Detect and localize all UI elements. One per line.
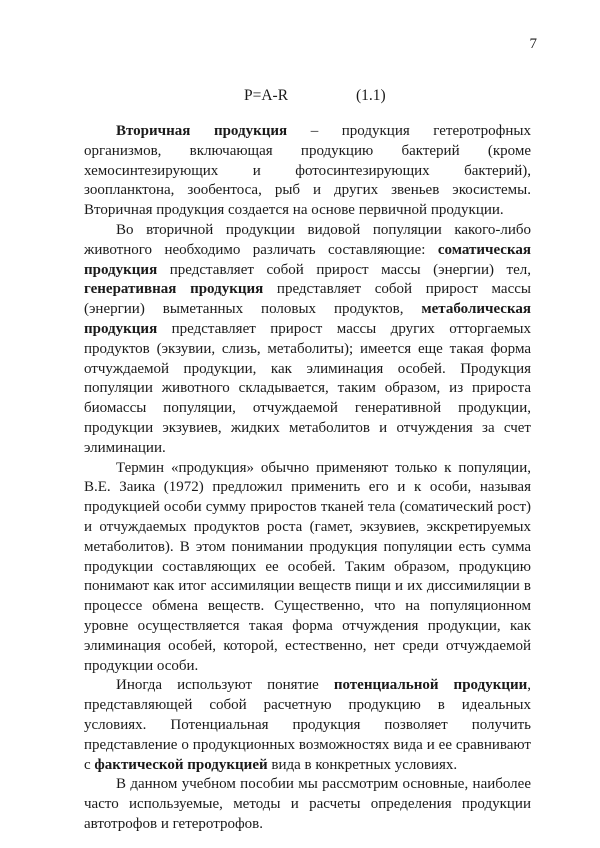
- body-text: [84, 122, 531, 835]
- paragraph-manual-scope: [84, 775, 531, 834]
- paragraph-text: – продукция гетеротрофных организмов, включающая продукцию бактерий (кроме хемосинтезирующих и фотосинтезирующих бактерий), зоопланктона, зообентоса, рыб и других звеньев экосистемы. Вторичная продукция создается на основе первичной продукции.: [84, 123, 531, 219]
- paragraph-text: В данном учебном пособии мы рассмотрим основные, наиболее часто используемые, методы и расчеты определения продукции автотрофов и гетеротрофов.: [84, 776, 531, 832]
- paragraph-potential-production: [84, 676, 531, 775]
- term-potential-production: потенциальной продукции: [333, 677, 528, 694]
- formula: [0, 86, 600, 106]
- formula-expression: P=A-R: [244, 87, 289, 104]
- term-metabolic-production: метаболическая продукция: [84, 301, 531, 337]
- term-actual-production: фактической продукцией: [94, 756, 268, 773]
- paragraph-text: Во вторичной продукции видовой популяции какого-либо животного необходимо различать составляющие:: [84, 221, 531, 258]
- paragraph-text: представляет собой прирост массы (энергии) тел,: [157, 261, 531, 278]
- paragraph-text: представляет собой прирост массы (энергии) выметанных половых продуктов,: [84, 281, 531, 318]
- paragraph-text: вида в конкретных условиях.: [267, 756, 458, 773]
- paragraph-production-components: [84, 221, 531, 459]
- term-secondary-production: Вторичная продукция: [116, 123, 288, 139]
- term-generative-production: генеративная продукция: [84, 281, 264, 298]
- paragraph-text: Иногда используют понятие: [116, 677, 334, 694]
- paragraph-secondary-production: [84, 122, 531, 221]
- paragraph-term-production: [84, 459, 531, 677]
- page-number: 7: [529, 36, 537, 52]
- term-somatic-production: соматическая продукция: [84, 241, 531, 278]
- paragraph-text: представляет прирост массы других отторгаемых продуктов (экзувии, слизь, метаболиты); имеется еще такая форма отчуждаемой продукции, как элиминация особей. Продукция популяции животного складывается, таким образом, из прироста биомассы популяции, отчуждаемой генеративной продукции, продукции экзувиев, жидких метаболитов и отчуждения за счет элиминации.: [84, 320, 531, 456]
- paragraph-text: , представляющей собой расчетную продукцию в идеальных условиях. Потенциальная продукция позволяет получить представление о продукционных возможностях вида и ее сравнивают с: [84, 677, 532, 773]
- formula-number: (1.1): [356, 87, 386, 104]
- paragraph-text: Термин «продукция» обычно применяют только к популяции, В.Е. Заика (1972) предложил применить его и к особи, называя продукцией особи сумму приростов тканей тела (соматический рост) и отчуждаемых продуктов роста (гамет, экзувиев, экскретируемых метаболитов). В этом понимании продукция популяции есть сумма продукции составляющих ее особей. Таким образом, продукцию понимают как итог ассимиляции веществ пищи и их диссимиляции в процессе обмена веществ. Существенно, что на популяционном уровне осуществляется такая форма отчуждения продукции, как элиминация особей, которой, естественно, нет среди отчуждаемой продукции особи.: [84, 459, 531, 674]
